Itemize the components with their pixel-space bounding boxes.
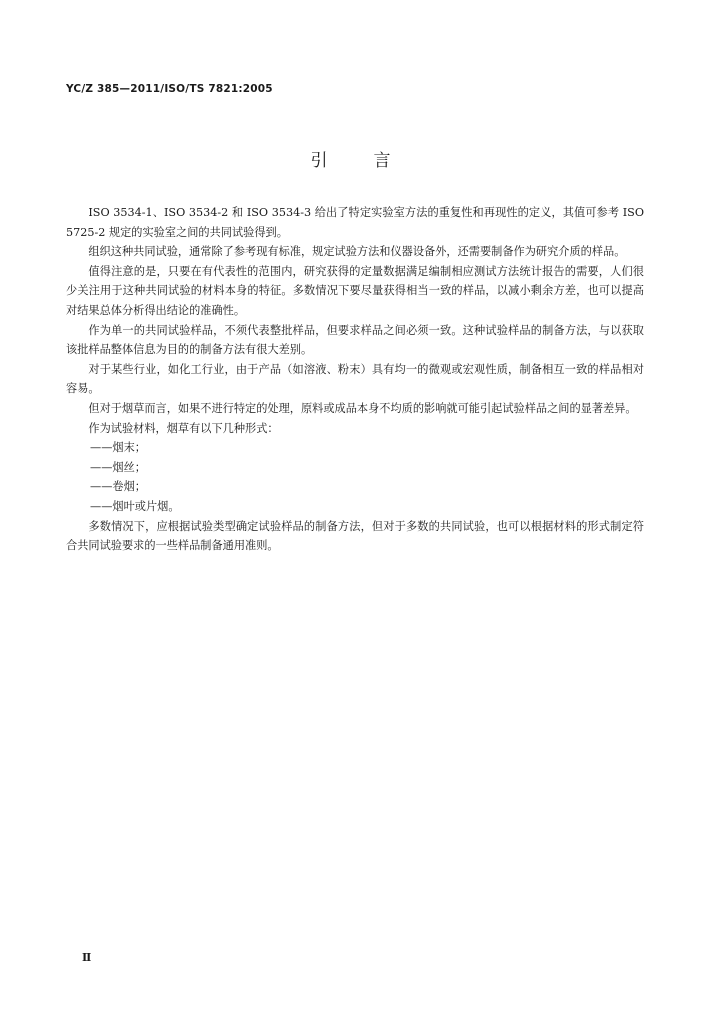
paragraph-3: 值得注意的是，只要在有代表性的范围内，研究获得的定量数据满足编制相应测试方法统计报告的需要，人们很少关注用于这种共同试验的材料本身的特征。多数情况下要尽量获得相当一致的样品，以减小剩余方差，也可以提高对结果总体分析得出结论的准确性。 bbox=[66, 264, 644, 317]
list-item: ——烟叶或片烟。 bbox=[90, 499, 180, 513]
page-number: Ⅱ bbox=[82, 951, 92, 964]
paragraph-4: 作为单一的共同试验样品，不须代表整批样品，但要求样品之间必须一致。这种试验样品的制备方法，与以获取该批样品整体信息为目的的制备方法有很大差别。 bbox=[66, 323, 644, 357]
paragraph-6: 但对于烟草而言，如果不进行特定的处理，原料或成品本身不均质的影响就可能引起试验样品之间的显著差异。 bbox=[88, 401, 637, 415]
paragraph-5: 对于某些行业，如化工行业，由于产品（如溶液、粉末）具有均一的微观或宏观性质，制备相互一致的样品相对容易。 bbox=[66, 362, 644, 396]
paragraph-1: ISO 3534-1、ISO 3534-2 和 ISO 3534-3 给出了特定实验室方法的重复性和再现性的定义，其值可参考 ISO 5725-2 规定的实验室之间的共同试验得到。 bbox=[66, 206, 644, 239]
list-item: ——卷烟； bbox=[90, 480, 146, 494]
document-body bbox=[66, 203, 644, 556]
list-item: ——烟末； bbox=[90, 441, 146, 455]
paragraph-7: 作为试验材料，烟草有以下几种形式： bbox=[88, 421, 279, 435]
paragraph-2: 组织这种共同试验，通常除了参考现有标准，规定试验方法和仪器设备外，还需要制备作为研究介质的样品。 bbox=[88, 245, 626, 259]
list-item: ——烟丝； bbox=[90, 460, 146, 474]
standard-number-header: YC/Z 385—2011/ISO/TS 7821:2005 bbox=[66, 83, 273, 95]
page-title: 引言 bbox=[310, 151, 437, 171]
closing-paragraph: 多数情况下，应根据试验类型确定试验样品的制备方法，但对于多数的共同试验，也可以根据材料的形式制定符合共同试验要求的一些样品制备通用准则。 bbox=[66, 519, 644, 553]
